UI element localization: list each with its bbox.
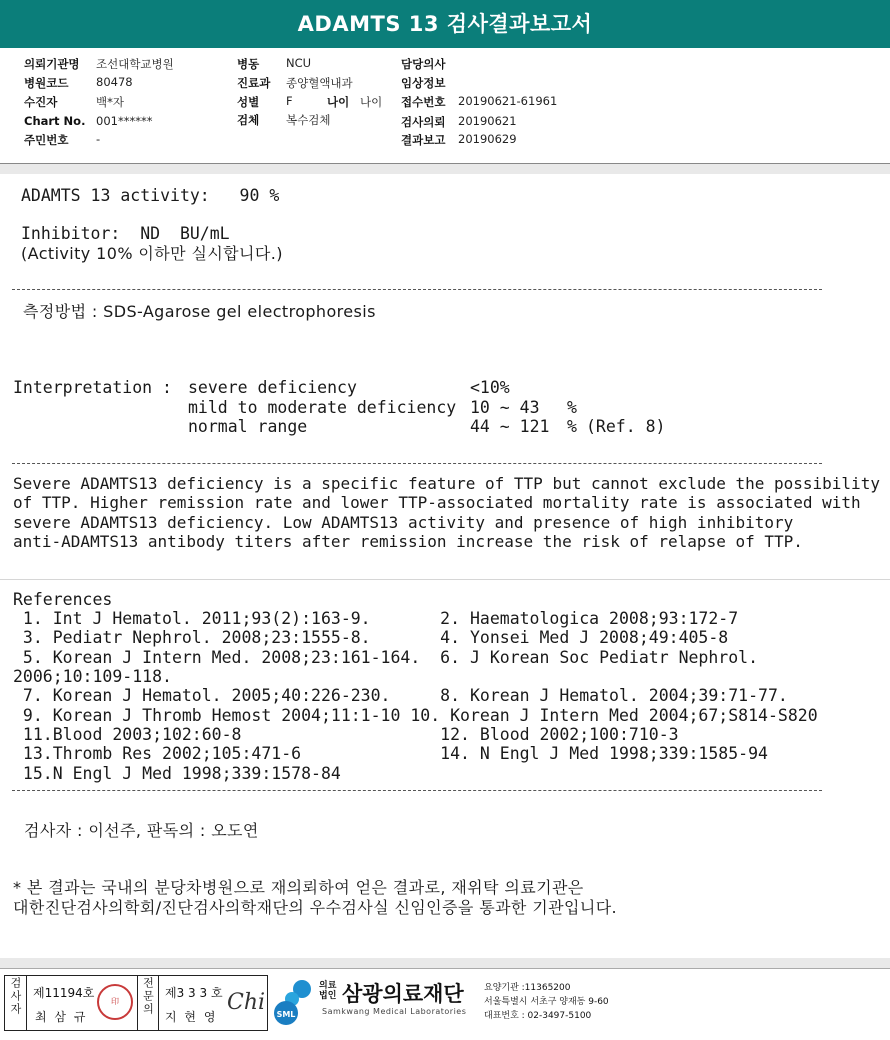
report-date-label: 결과보고 [401,133,446,147]
reference-line: 11.Blood 2003;102:60-8 12. Blood 2002;100:710-3 [13,725,679,744]
chart-no-label: Chart No. [24,114,86,128]
reference-line: 3. Pediatr Nephrol. 2008;23:1555-8. 4. Yonsei Med J 2008;49:405-8 [13,628,729,647]
signature-box [4,975,268,1031]
clinical-info-label: 임상정보 [401,76,446,90]
patient-label: 수진자 [24,95,58,109]
section-divider [0,579,890,580]
comment-line: severe ADAMTS13 deficiency. Low ADAMTS13 activity and presence of high inhibitory [13,513,794,532]
interpretation-range: 44 ~ 121 [470,417,550,436]
reference-line: 13.Thromb Res 2002;105:471-6 14. N Engl J Med 1998;339:1585-94 [13,744,768,763]
interpretation-category: normal range [188,417,308,436]
specialist-tag: 전문의 [137,976,159,1030]
examiner-tag: 검사자 [5,976,27,1030]
org-prefix: 의료법인 [319,981,337,1001]
official-seal-icon: 印 [97,984,133,1020]
specimen-value: 복수검체 [286,113,331,127]
interpretation-range: 10 ~ 43 [470,398,540,417]
notice-line: 대한진단검사의학회/진단검사의학재단의 우수검사실 신임인증을 통과한 기관입니다. [13,898,618,917]
resident-number-value: - [96,132,101,146]
patient-info-header [0,48,890,164]
hospital-code-label: 병원코드 [24,76,69,90]
comment-line: Severe ADAMTS13 deficiency is a specific feature of TTP but cannot exclude the possibility [13,474,880,493]
references-heading: References [13,590,113,609]
org-address: 서울특별시 서초구 양재동 9-60 [484,997,609,1007]
reference-line: 1. Int J Hematol. 2011;93(2):163-9. 2. Haematologica 2008;93:172-7 [13,609,739,628]
interpretation-unit: % [567,398,577,417]
age-value: 나이 [360,95,383,109]
sml-logo-icon [272,977,316,1027]
sml-logo-text: SML [276,1010,296,1019]
interpretation-category: mild to moderate deficiency [188,398,457,417]
reference-line: 5. Korean J Intern Med. 2008;23:161-164. 6. J Korean Soc Pediatr Nephrol. [13,648,759,667]
interpretation-range: <10% [470,378,510,397]
sex-value: F [286,94,293,108]
inhibitor-note: (Activity 10% 이하만 실시합니다.) [21,244,283,263]
department-value: 종양혈액내과 [286,76,353,90]
org-english-name: Samkwang Medical Laboratories [322,1007,467,1016]
chart-no-value: 001****** [96,114,153,128]
specialist-name: 지 현 영 [165,1010,218,1024]
comment-line: of TTP. Higher remission rate and lower TTP-associated mortality rate is associated with [13,493,861,512]
examiner-name: 최 삼 규 [35,1010,88,1024]
request-date-value: 20190621 [458,114,517,128]
notice-line: * 본 결과는 국내의 분당차병원으로 재의뢰하여 얻은 결과로, 재위탁 의료기관은 [13,878,584,897]
receipt-number-value: 20190621-61961 [458,94,558,108]
org-code: 요양기관 :11365200 [484,983,571,993]
requesting-institution-label: 의뢰기관명 [24,57,80,71]
interpretation-category: severe deficiency [188,378,357,397]
resident-number-label: 주민번호 [24,133,69,147]
ward-label: 병동 [237,57,260,71]
report-title: ADAMTS 13 검사결과보고서 [0,0,890,48]
inhibitor-result: Inhibitor: ND BU/mL [21,224,230,243]
interpretation-label: Interpretation : [13,378,172,397]
reference-line: 2006;10:109-118. [13,667,172,686]
patient-value: 백*자 [96,95,124,109]
examiner-line: 검사자 : 이선주, 판독의 : 오도연 [24,821,259,840]
org-phone: 대표번호 : 02-3497-5100 [484,1011,592,1021]
specialist-license: 제3 3 3 호 [165,986,223,1000]
receipt-number-label: 접수번호 [401,95,446,109]
report-date-value: 20190629 [458,132,517,146]
header-divider-band [0,164,890,174]
interpretation-unit: % [567,417,577,436]
reference-line: 9. Korean J Thromb Hemost 2004;11:1-10 10. Korean J Intern Med 2004;67;S814-S820 [13,706,818,725]
activity-result: ADAMTS 13 activity: 90 % [21,186,280,205]
hospital-code-value: 80478 [96,75,133,89]
interpretation-reference: (Ref. 8) [586,417,666,436]
dashed-divider [12,463,822,464]
org-name: 삼광의료재단 [342,982,464,1006]
footer-divider-band [0,958,890,968]
comment-line: anti-ADAMTS13 antibody titers after remission increase the risk of relapse of TTP. [13,532,803,551]
examiner-license: 제11194호 [33,986,95,1000]
ward-value: NCU [286,56,312,70]
dashed-divider [12,790,822,791]
requesting-institution-value: 조선대학교병원 [96,57,174,71]
report-footer [0,968,890,1040]
reference-line: 15.N Engl J Med 1998;339:1578-84 [13,764,341,783]
reference-line: 7. Korean J Hematol. 2005;40:226-230. 8. Korean J Hematol. 2004;39:71-77. [13,686,788,705]
department-label: 진료과 [237,76,271,90]
sex-label: 성별 [237,95,260,109]
handwritten-signature: Chi [227,990,266,1015]
dashed-divider [12,289,822,290]
measurement-method: 측정방법 : SDS-Agarose gel electrophoresis [23,302,376,321]
request-date-label: 검사의뢰 [401,115,446,129]
age-label: 나이 [327,95,350,109]
specimen-label: 검체 [237,113,260,127]
attending-doctor-label: 담당의사 [401,57,446,71]
